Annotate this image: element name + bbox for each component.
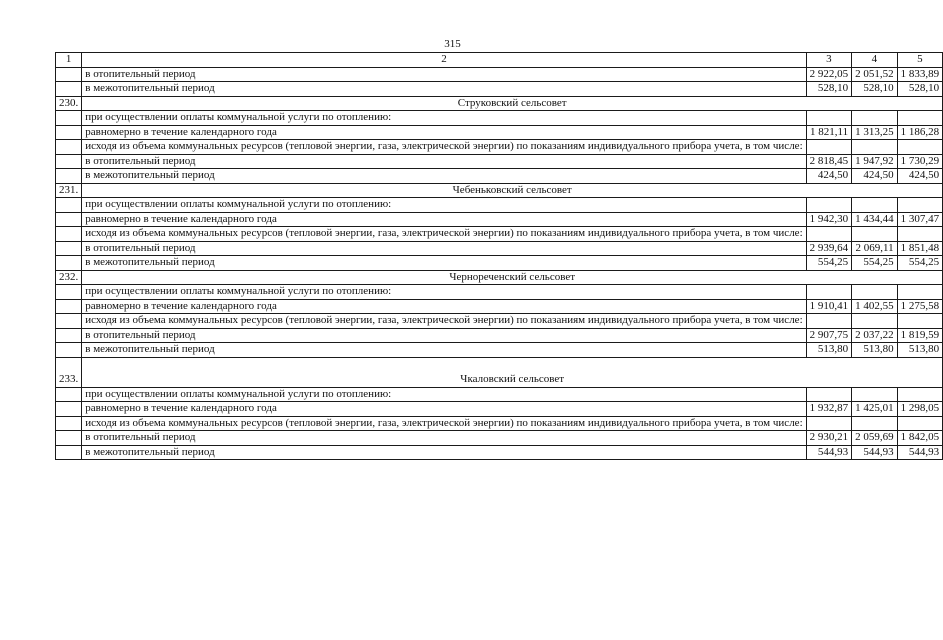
value-col-4: 1 425,01 [852,402,898,417]
tariff-table [55,52,943,460]
table-row [56,387,943,402]
row-label: в отопительный период [82,328,806,343]
section-title: Чебеньковский сельсовет [82,183,943,198]
section-index: 230. [56,96,82,111]
header-col-1: 1 [56,53,82,68]
row-label: исходя из объема коммунальных ресурсов (тепловой энергии, газа, электрической энергии) по показаниям индивидуального прибора учета, в том числе: [82,140,806,155]
value-col-4: 1 434,44 [852,212,898,227]
row-label: исходя из объема коммунальных ресурсов (тепловой энергии, газа, электрической энергии) по показаниям индивидуального прибора учета, в том числе: [82,227,806,242]
table-row [56,445,943,460]
row-label: в межотопительный период [82,343,806,358]
value-col-5: 424,50 [897,169,943,184]
value-col-5: 1 186,28 [897,125,943,140]
page-number: 315 [444,38,461,50]
row-label: при осуществлении оплаты коммунальной услуги по отоплению: [82,285,806,300]
row-label: равномерно в течение календарного года [82,212,806,227]
row-label: при осуществлении оплаты коммунальной услуги по отоплению: [82,111,806,126]
section-index: 232. [56,270,82,285]
table-row [56,256,943,271]
value-col-5: 1 275,58 [897,299,943,314]
row-label: в межотопительный период [82,445,806,460]
row-label: при осуществлении оплаты коммунальной услуги по отоплению: [82,387,806,402]
value-col-3: 513,80 [806,343,852,358]
table-row [56,212,943,227]
table-row [56,198,943,213]
table-row [56,402,943,417]
value-col-3: 1 932,87 [806,402,852,417]
table-row [56,299,943,314]
header-col-3: 3 [806,53,852,68]
section-index: 233. [56,357,82,387]
row-label: при осуществлении оплаты коммунальной услуги по отоплению: [82,198,806,213]
header-col-5: 5 [897,53,943,68]
value-col-3: 2 930,21 [806,431,852,446]
row-label: равномерно в течение календарного года [82,299,806,314]
section-title-row [56,270,943,285]
value-col-5: 528,10 [897,82,943,97]
table-row [56,227,943,242]
value-col-3: 528,10 [806,82,852,97]
value-col-4: 528,10 [852,82,898,97]
value-col-5: 1 730,29 [897,154,943,169]
table-row [56,140,943,155]
value-col-4: 554,25 [852,256,898,271]
table-row [56,111,943,126]
value-col-4: 2 037,22 [852,328,898,343]
value-col-4: 2 059,69 [852,431,898,446]
row-label: в межотопительный период [82,169,806,184]
table-row [56,343,943,358]
value-col-5: 513,80 [897,343,943,358]
table-row [56,125,943,140]
row-label: в межотопительный период [82,82,806,97]
row-label: в межотопительный период [82,256,806,271]
value-col-3: 1 821,11 [806,125,852,140]
table-row [56,431,943,446]
value-col-4: 1 402,55 [852,299,898,314]
row-label: в отопительный период [82,154,806,169]
value-col-5: 554,25 [897,256,943,271]
table-row [56,154,943,169]
section-title-row [56,357,943,387]
header-col-4: 4 [852,53,898,68]
value-col-4: 424,50 [852,169,898,184]
value-col-3: 544,93 [806,445,852,460]
section-title: Чкаловский сельсовет [82,357,943,387]
row-label: в отопительный период [82,67,806,82]
value-col-3: 424,50 [806,169,852,184]
header-col-2: 2 [82,53,806,68]
section-title: Чернореченский сельсовет [82,270,943,285]
table-row [56,169,943,184]
row-label: равномерно в течение календарного года [82,125,806,140]
value-col-4: 544,93 [852,445,898,460]
value-col-4: 2 051,52 [852,67,898,82]
table-header-row [56,53,943,68]
value-col-3: 1 942,30 [806,212,852,227]
value-col-5: 1 851,48 [897,241,943,256]
table-row [56,314,943,329]
value-col-5: 1 833,89 [897,67,943,82]
value-col-5: 1 307,47 [897,212,943,227]
row-label: исходя из объема коммунальных ресурсов (тепловой энергии, газа, электрической энергии) по показаниям индивидуального прибора учета, в том числе: [82,416,806,431]
value-col-4: 1 947,92 [852,154,898,169]
value-col-4: 1 313,25 [852,125,898,140]
row-label: исходя из объема коммунальных ресурсов (тепловой энергии, газа, электрической энергии) по показаниям индивидуального прибора учета, в том числе: [82,314,806,329]
value-col-5: 1 819,59 [897,328,943,343]
value-col-4: 513,80 [852,343,898,358]
table-row [56,416,943,431]
value-col-3: 2 922,05 [806,67,852,82]
value-col-5: 544,93 [897,445,943,460]
value-col-3: 2 939,64 [806,241,852,256]
table-row [56,285,943,300]
section-title: Струковский сельсовет [82,96,943,111]
value-col-3: 2 907,75 [806,328,852,343]
value-col-5: 1 298,05 [897,402,943,417]
value-col-5: 1 842,05 [897,431,943,446]
value-col-3: 2 818,45 [806,154,852,169]
row-label: равномерно в течение календарного года [82,402,806,417]
table-row [56,241,943,256]
table-row [56,328,943,343]
table-row [56,67,943,82]
section-title-row [56,183,943,198]
row-label: в отопительный период [82,241,806,256]
table-row [56,82,943,97]
value-col-3: 554,25 [806,256,852,271]
row-label: в отопительный период [82,431,806,446]
section-index: 231. [56,183,82,198]
value-col-3: 1 910,41 [806,299,852,314]
value-col-4: 2 069,11 [852,241,898,256]
section-title-row [56,96,943,111]
